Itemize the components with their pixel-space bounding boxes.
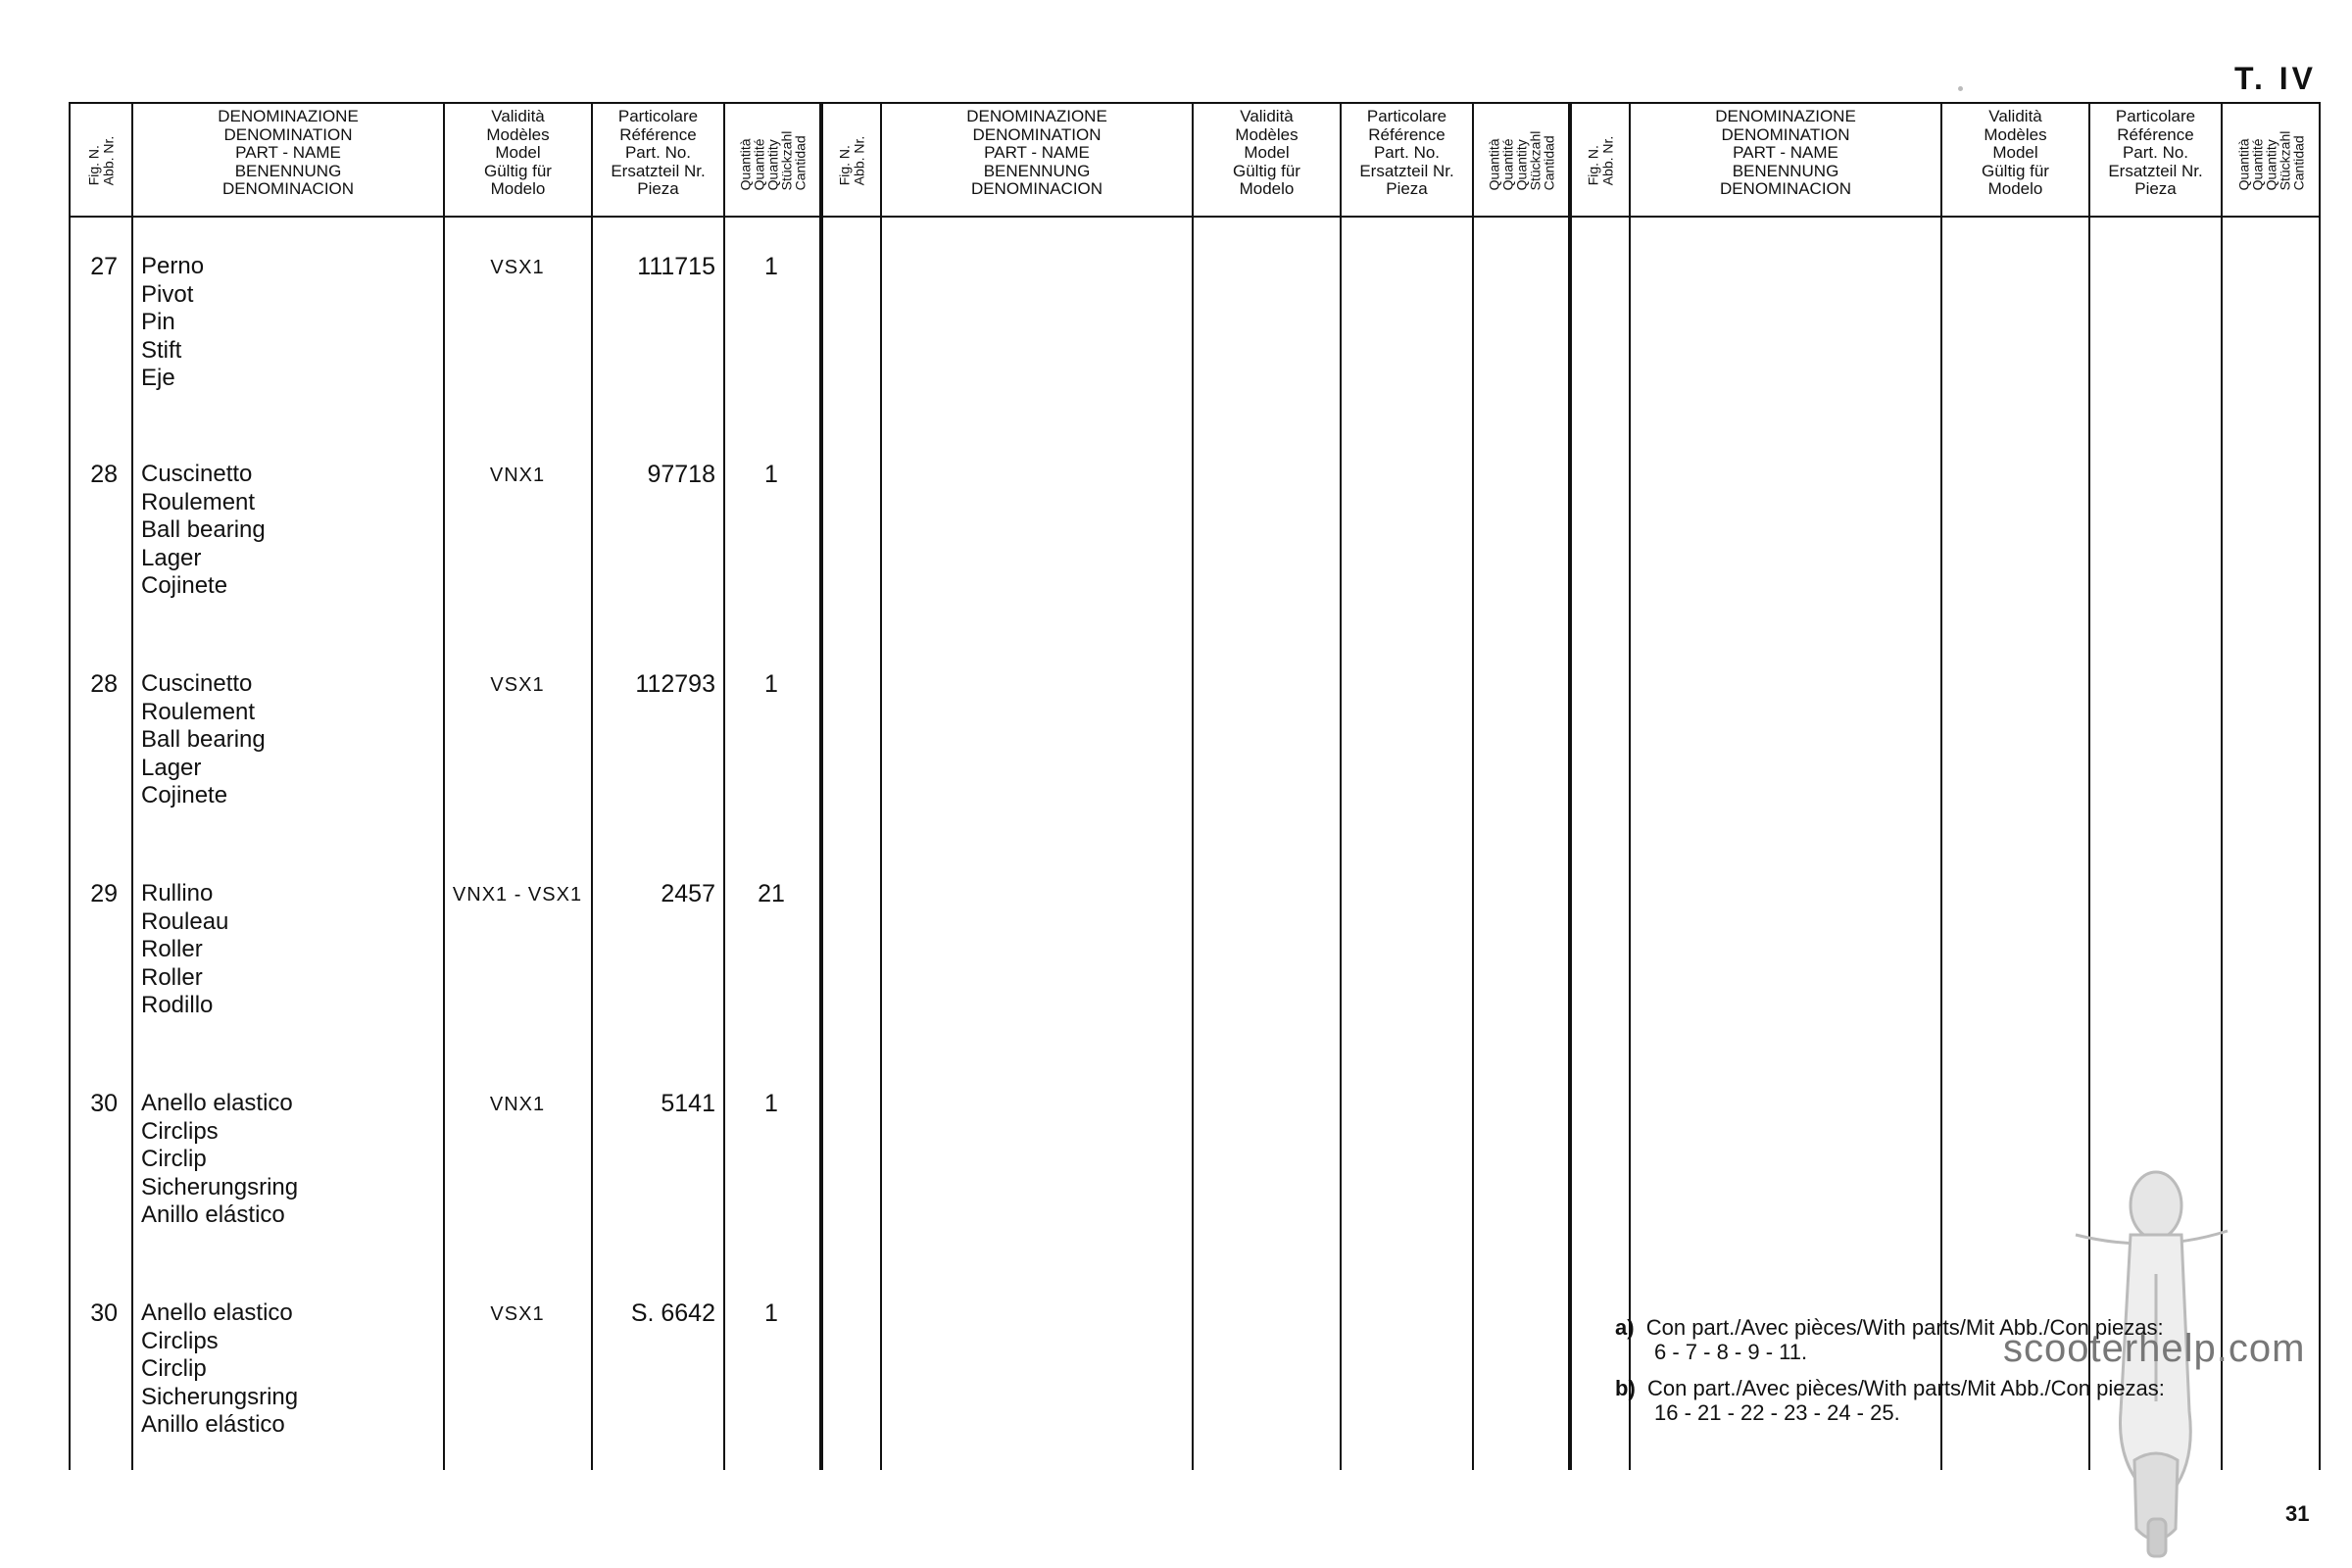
model-validity: VNX1 bbox=[489, 465, 546, 486]
model-validity: VSX1 bbox=[490, 674, 545, 696]
header-fig: Fig. N. Abb. Nr. bbox=[85, 135, 116, 186]
section-divider bbox=[819, 102, 823, 1470]
fig-number: 28 bbox=[90, 670, 118, 698]
fig-number: 29 bbox=[90, 880, 118, 907]
fig-number: 30 bbox=[90, 1299, 118, 1327]
footnote-a: a) Con part./Avec pièces/With parts/Mit Abb./Con piezas: 6 - 7 - 8 - 9 - 11. bbox=[1615, 1315, 2164, 1364]
model-validity: VSX1 bbox=[490, 257, 545, 278]
fig-number: 28 bbox=[90, 461, 118, 488]
column-divider bbox=[443, 102, 445, 1470]
header-validity: Validità Modèles Model Gültig für Modelo bbox=[484, 107, 552, 198]
column-divider bbox=[880, 102, 882, 1470]
column-divider bbox=[1192, 102, 1194, 1470]
part-names: Cuscinetto Roulement Ball bearing Lager Cojinete bbox=[141, 461, 266, 599]
header-part-no: Particolare Référence Part. No. Ersatzteil Nr. Pieza bbox=[1359, 107, 1454, 198]
header-qty: Quantità Quantité Quantity Stückzahl Cantidad bbox=[1485, 130, 1556, 191]
part-names: Rullino Rouleau Roller Roller Rodillo bbox=[141, 880, 229, 1018]
header-qty: Quantità Quantité Quantity Stückzahl Cantidad bbox=[736, 130, 808, 191]
header-name: DENOMINAZIONE DENOMINATION PART - NAME BENENNUNG DENOMINACION bbox=[1715, 107, 1856, 198]
model-validity: VSX1 bbox=[490, 1303, 545, 1325]
quantity: 1 bbox=[764, 670, 778, 698]
part-names: Cuscinetto Roulement Ball bearing Lager Cojinete bbox=[141, 670, 266, 808]
header-name: DENOMINAZIONE DENOMINATION PART - NAME BENENNUNG DENOMINACION bbox=[218, 107, 359, 198]
header-part-no: Particolare Référence Part. No. Ersatzteil Nr. Pieza bbox=[611, 107, 706, 198]
part-names: Perno Pivot Pin Stift Eje bbox=[141, 253, 205, 391]
model-validity: VNX1 - VSX1 bbox=[452, 884, 583, 906]
model-validity: VNX1 bbox=[489, 1094, 546, 1115]
column-divider bbox=[2319, 102, 2321, 1470]
header-bottom-rule bbox=[69, 216, 2321, 218]
part-number: 5141 bbox=[661, 1090, 715, 1117]
header-validity: Validità Modèles Model Gültig für Modelo bbox=[1982, 107, 2049, 198]
header-name: DENOMINAZIONE DENOMINATION PART - NAME BENENNUNG DENOMINACION bbox=[966, 107, 1107, 198]
column-divider bbox=[591, 102, 593, 1470]
table-top-rule bbox=[69, 102, 2321, 104]
header-fig: Fig. N. Abb. Nr. bbox=[1585, 135, 1615, 186]
quantity: 1 bbox=[764, 1090, 778, 1117]
plate-label: T. IV bbox=[2233, 61, 2317, 96]
part-number: 111715 bbox=[637, 253, 715, 280]
footnotes bbox=[1615, 1315, 2165, 1425]
column-divider bbox=[69, 102, 71, 1470]
column-divider bbox=[1340, 102, 1342, 1470]
quantity: 21 bbox=[758, 880, 785, 907]
speck bbox=[1958, 86, 1963, 91]
quantity: 1 bbox=[764, 1299, 778, 1327]
fig-number: 27 bbox=[90, 253, 118, 280]
footnote-b: b) Con part./Avec pièces/With parts/Mit Abb./Con piezas: 16 - 21 - 22 - 23 - 24 - 25. bbox=[1615, 1376, 2165, 1425]
quantity: 1 bbox=[764, 461, 778, 488]
part-number: S. 6642 bbox=[630, 1299, 715, 1327]
column-divider bbox=[131, 102, 133, 1470]
column-divider bbox=[1940, 102, 1942, 1470]
quantity: 1 bbox=[764, 253, 778, 280]
header-fig: Fig. N. Abb. Nr. bbox=[836, 135, 866, 186]
page-number: 31 bbox=[2285, 1501, 2310, 1526]
header-validity: Validità Modèles Model Gültig für Modelo bbox=[1233, 107, 1300, 198]
column-divider bbox=[723, 102, 725, 1470]
part-number: 2457 bbox=[661, 880, 715, 907]
part-number: 97718 bbox=[647, 461, 715, 488]
part-names: Anello elastico Circlips Circlip Sicherungsring Anillo elástico bbox=[141, 1299, 299, 1438]
part-names: Anello elastico Circlips Circlip Sicherungsring Anillo elástico bbox=[141, 1090, 299, 1228]
column-divider bbox=[1629, 102, 1631, 1470]
column-divider bbox=[1472, 102, 1474, 1470]
fig-number: 30 bbox=[90, 1090, 118, 1117]
header-part-no: Particolare Référence Part. No. Ersatzteil Nr. Pieza bbox=[2108, 107, 2203, 198]
part-number: 112793 bbox=[635, 670, 715, 698]
watermark-text: scooterhelp.com bbox=[2003, 1327, 2306, 1370]
header-qty: Quantità Quantité Quantity Stückzahl Cantidad bbox=[2234, 130, 2306, 191]
section-divider bbox=[1568, 102, 1572, 1470]
